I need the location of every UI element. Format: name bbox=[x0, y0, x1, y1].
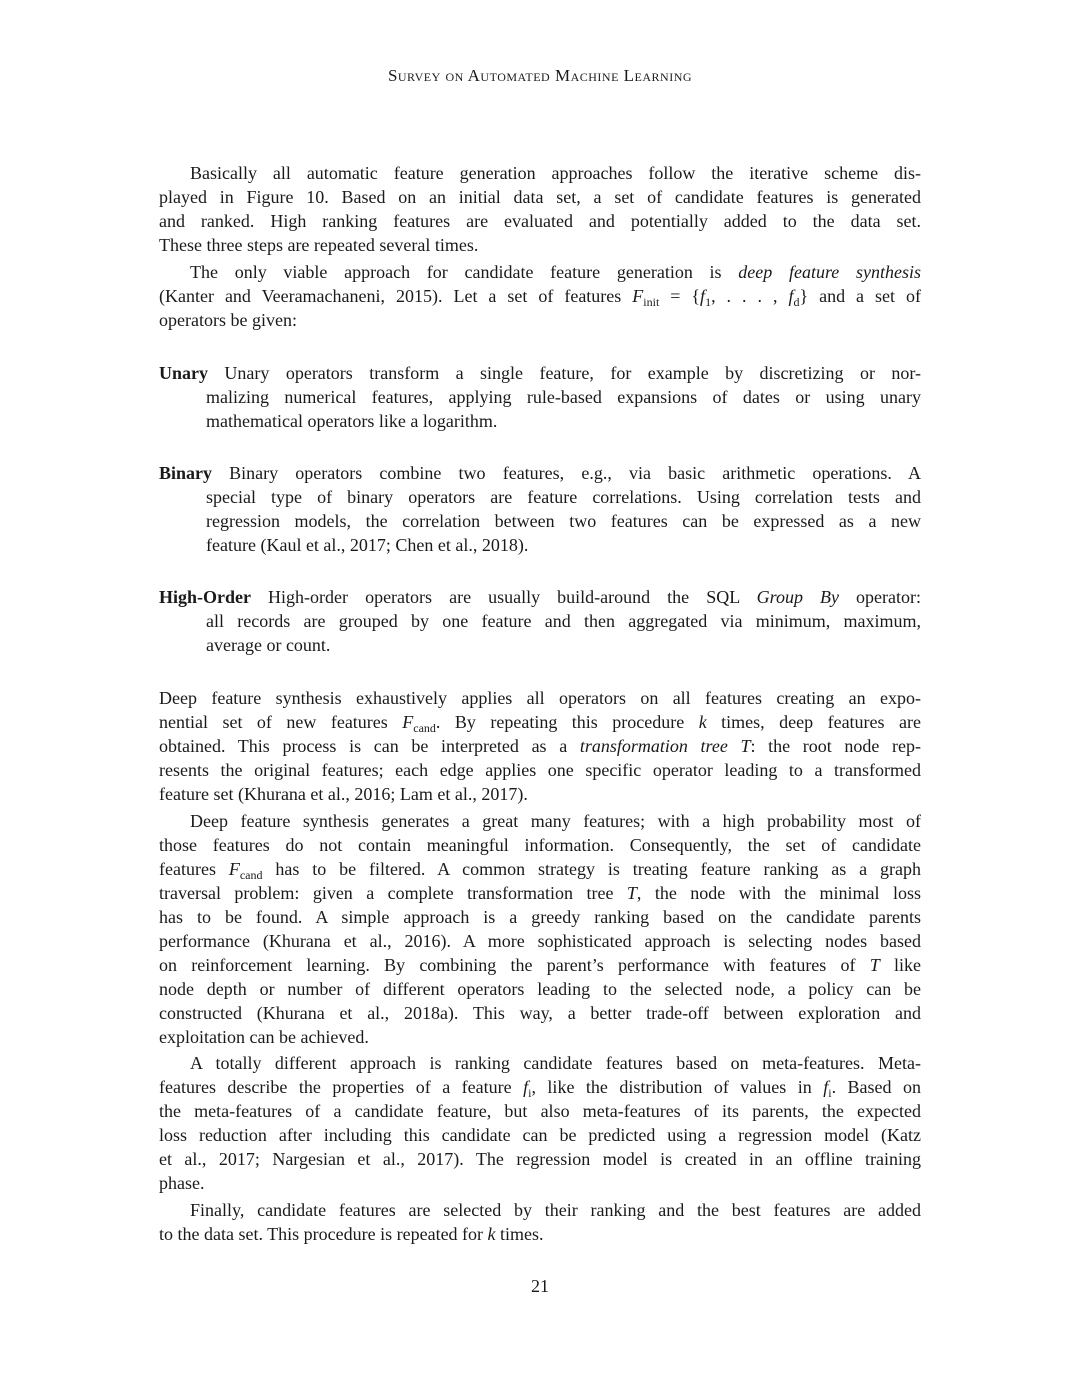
text-line bbox=[159, 1099, 921, 1123]
text-run: loss reduction after including this candidate can be predicted using a regression model (Katz bbox=[159, 1125, 921, 1145]
text-run: obtained. This process is can be interpreted as a bbox=[159, 736, 580, 756]
text-run: } and a set of bbox=[799, 286, 921, 306]
text-run: , . . . , bbox=[711, 286, 789, 306]
text-run: . By repeating this procedure bbox=[435, 712, 699, 732]
text-run: operator: bbox=[838, 587, 921, 607]
emphasis-text: k bbox=[698, 712, 707, 732]
text-line bbox=[159, 509, 921, 533]
emphasis-text: T bbox=[869, 955, 880, 975]
definition-high-order bbox=[159, 585, 921, 657]
text-line bbox=[159, 633, 921, 657]
text-line bbox=[159, 533, 921, 557]
text-run: operators be given: bbox=[159, 310, 297, 330]
text-run: features bbox=[159, 859, 229, 879]
text-run: phase. bbox=[159, 1173, 205, 1193]
text-run: malizing numerical features, applying rule-based expansions of dates or using unary bbox=[206, 387, 921, 407]
math-subscript: i bbox=[828, 1086, 832, 1100]
text-line bbox=[159, 461, 921, 485]
math-subscript: init bbox=[643, 295, 660, 309]
text-run: on reinforcement learning. By combining the parent’s performance with features of bbox=[159, 955, 870, 975]
text-line bbox=[159, 409, 921, 433]
text-line bbox=[159, 308, 921, 332]
text-run: and ranked. High ranking features are evaluated and potentially added to the data set. bbox=[159, 211, 921, 231]
emphasis-text: f bbox=[788, 286, 794, 306]
text-run: These three steps are repeated several times. bbox=[159, 235, 479, 255]
math-subscript: d bbox=[793, 295, 800, 309]
text-line bbox=[159, 260, 921, 284]
math-subscript: cand bbox=[239, 868, 263, 882]
paragraph-finally bbox=[159, 1198, 921, 1246]
text-line bbox=[159, 1147, 921, 1171]
emphasis-text: F bbox=[402, 712, 414, 732]
text-run: times. bbox=[495, 1224, 544, 1244]
text-run: constructed (Khurana et al., 2018a). This way, a better trade-off between exploration and bbox=[159, 1003, 921, 1023]
text-run: Binary operators combine two features, e.g., via basic arithmetic operations. A bbox=[212, 463, 921, 483]
text-line bbox=[159, 734, 921, 758]
emphasis-text: k bbox=[487, 1224, 496, 1244]
text-line bbox=[159, 929, 921, 953]
text-line bbox=[159, 361, 921, 385]
paragraph-ranking bbox=[159, 809, 921, 1049]
text-line bbox=[159, 686, 921, 710]
text-run: High-order operators are usually build-around the SQL bbox=[251, 587, 757, 607]
text-run: resents the original features; each edge applies one specific operator leading to a transformed bbox=[159, 760, 921, 780]
text-line bbox=[159, 905, 921, 929]
text-run: those features do not contain meaningful information. Consequently, the set of candidate bbox=[159, 835, 921, 855]
term-label: Unary bbox=[159, 363, 208, 383]
text-run: , like the distribution of values in bbox=[531, 1077, 824, 1097]
text-line bbox=[159, 1001, 921, 1025]
text-run: times, deep features are bbox=[706, 712, 921, 732]
text-line bbox=[159, 233, 921, 257]
text-run: traversal problem: given a complete transformation tree bbox=[159, 883, 627, 903]
text-line bbox=[159, 1222, 921, 1246]
text-run: the meta-features of a candidate feature, but also meta-features of its parents, the expected bbox=[159, 1101, 921, 1121]
term-label: High-Order bbox=[159, 587, 251, 607]
text-line bbox=[159, 881, 921, 905]
paragraph-deep-feature-synthesis bbox=[159, 260, 921, 332]
paragraph-exhaustive bbox=[159, 686, 921, 806]
text-run: like bbox=[879, 955, 921, 975]
text-line bbox=[159, 209, 921, 233]
term-label: Binary bbox=[159, 463, 213, 483]
text-line bbox=[159, 185, 921, 209]
text-line bbox=[159, 857, 921, 881]
text-run: features describe the properties of a feature bbox=[159, 1077, 524, 1097]
text-run: has to be filtered. A common strategy is treating feature ranking as a graph bbox=[262, 859, 922, 879]
text-run: Deep feature synthesis generates a great many features; with a high probability most of bbox=[190, 811, 921, 831]
text-run: has to be found. A simple approach is a greedy ranking based on the candidate parents bbox=[159, 907, 921, 927]
text-run: et al., 2017; Nargesian et al., 2017). The regression model is created in an offline training bbox=[159, 1149, 921, 1169]
text-line bbox=[159, 485, 921, 509]
text-run: (Kanter and Veeramachaneni, 2015). Let a set of features bbox=[159, 286, 633, 306]
emphasis-text: F bbox=[632, 286, 644, 306]
text-run: feature set (Khurana et al., 2016; Lam et al., 2017). bbox=[159, 784, 528, 804]
text-line bbox=[159, 1171, 921, 1195]
text-line bbox=[159, 782, 921, 806]
text-run: . Based on bbox=[831, 1077, 921, 1097]
text-run: average or count. bbox=[206, 635, 331, 655]
text-run: Unary operators transform a single feature, for example by discretizing or nor- bbox=[208, 363, 921, 383]
text-run: : the root node rep- bbox=[750, 736, 922, 756]
text-line bbox=[159, 1051, 921, 1075]
text-run: all records are grouped by one feature and then aggregated via minimum, maximum, bbox=[206, 611, 921, 631]
text-run: mathematical operators like a logarithm. bbox=[206, 411, 498, 431]
text-line bbox=[159, 710, 921, 734]
text-run: to the data set. This procedure is repeated for bbox=[159, 1224, 488, 1244]
text-run: special type of binary operators are feature correlations. Using correlation tests and bbox=[206, 487, 921, 507]
emphasis-text: F bbox=[228, 859, 240, 879]
page-number: 21 bbox=[531, 1276, 549, 1296]
text-line bbox=[159, 1198, 921, 1222]
math-subscript: i bbox=[528, 1086, 532, 1100]
text-line bbox=[159, 385, 921, 409]
text-run: exploitation can be achieved. bbox=[159, 1027, 369, 1047]
text-run: Deep feature synthesis exhaustively applies all operators on all features creating an expo- bbox=[159, 688, 921, 708]
text-run: , the node with the minimal loss bbox=[636, 883, 921, 903]
text-run: played in Figure 10. Based on an initial data set, a set of candidate features is generated bbox=[159, 187, 921, 207]
emphasis-text: f bbox=[823, 1077, 829, 1097]
text-run: Finally, candidate features are selected by their ranking and the best features are added bbox=[190, 1200, 921, 1220]
text-run: regression models, the correlation between two features can be expressed as a new bbox=[206, 511, 921, 531]
text-line bbox=[159, 953, 921, 977]
text-line bbox=[159, 1123, 921, 1147]
paragraph-meta-features bbox=[159, 1051, 921, 1195]
text-run: Basically all automatic feature generation approaches follow the iterative scheme dis- bbox=[190, 163, 921, 183]
text-line bbox=[159, 585, 921, 609]
paragraph-iterative-scheme bbox=[159, 161, 921, 257]
emphasis-text: T bbox=[626, 883, 637, 903]
emphasis-text: f bbox=[523, 1077, 529, 1097]
running-header: Survey on Automated Machine Learning bbox=[387, 66, 693, 85]
text-line bbox=[159, 609, 921, 633]
text-run: = { bbox=[659, 286, 701, 306]
math-subscript: 1 bbox=[705, 295, 712, 309]
text-run: The only viable approach for candidate feature generation is bbox=[190, 262, 739, 282]
text-line bbox=[159, 284, 921, 308]
definition-unary bbox=[159, 361, 921, 433]
emphasis-text: Group By bbox=[756, 587, 839, 607]
text-run: feature (Kaul et al., 2017; Chen et al., 2018). bbox=[206, 535, 529, 555]
emphasis-text: deep feature synthesis bbox=[738, 262, 921, 282]
emphasis-text: f bbox=[700, 286, 706, 306]
text-run: nential set of new features bbox=[159, 712, 403, 732]
text-line bbox=[159, 977, 921, 1001]
text-line bbox=[159, 758, 921, 782]
math-subscript: cand bbox=[413, 721, 436, 735]
emphasis-text: transformation tree T bbox=[579, 736, 751, 756]
text-run: A totally different approach is ranking candidate features based on meta-features. Meta- bbox=[190, 1053, 921, 1073]
text-run: node depth or number of different operators leading to the selected node, a policy can be bbox=[159, 979, 921, 999]
text-line bbox=[159, 161, 921, 185]
text-line bbox=[159, 1025, 921, 1049]
definition-binary bbox=[159, 461, 921, 557]
text-line bbox=[159, 1075, 921, 1099]
text-line bbox=[159, 809, 921, 833]
text-line bbox=[159, 833, 921, 857]
text-run: performance (Khurana et al., 2016). A more sophisticated approach is selecting nodes based bbox=[159, 931, 921, 951]
